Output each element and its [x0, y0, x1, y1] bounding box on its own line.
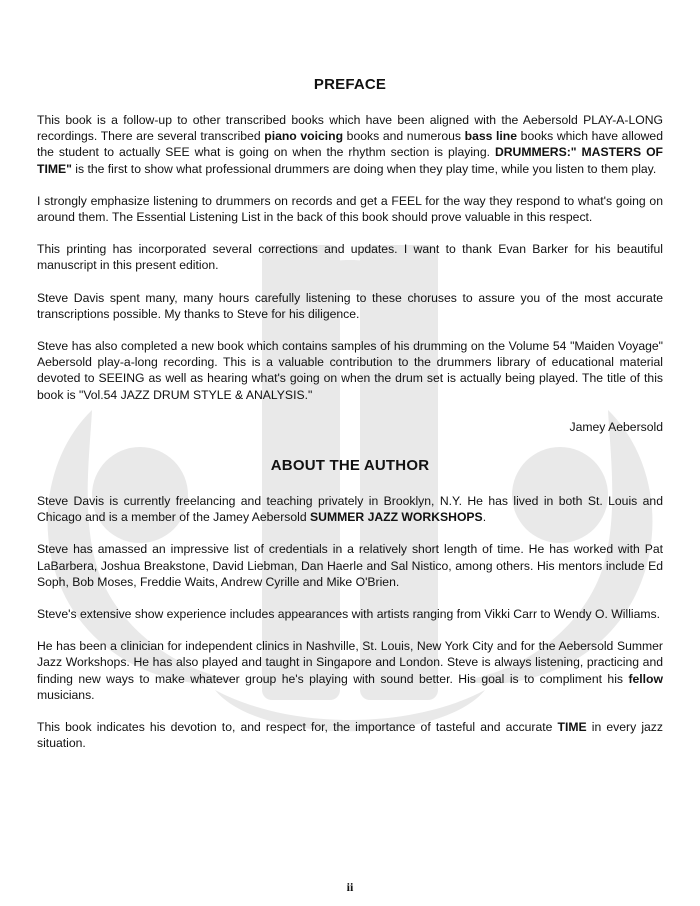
page-number: ii	[346, 880, 354, 894]
about-paragraph-1: Steve Davis is currently freelancing and teaching privately in Brooklyn, N.Y. He has lived in both St. Louis and Chicago and is a member of the Jamey Aebersold SUMMER JAZZ WORKSHOPS.	[37, 494, 663, 525]
page-content	[37, 76, 663, 767]
about-paragraph-4: He has been a clinician for independent clinics in Nashville, St. Louis, New York City and for the Aebersold Summer Jazz Workshops. He has also played and taught in Singapore and London. Steve is always listening, practicing and finding new ways to make whatever group he's playing with sound better. His goal is to compliment his fellow musicians.	[37, 639, 663, 702]
preface-paragraph-4: Steve Davis spent many, many hours carefully listening to these choruses to assure you of the most accurate transcriptions possible. My thanks to Steve for his diligence.	[37, 290, 663, 321]
preface-heading: PREFACE	[313, 76, 387, 93]
preface-signature: Jamey Aebersold	[569, 419, 663, 434]
about-paragraph-5: This book indicates his devotion to, and respect for, the importance of tasteful and accurate TIME in every jazz situation.	[37, 720, 663, 751]
preface-paragraph-3: This printing has incorporated several corrections and updates. I want to thank Evan Barker for his beautiful manuscript in this present edition.	[37, 242, 663, 273]
about-paragraph-3: Steve's extensive show experience includes appearances with artists ranging from Vikki Carr to Wendy O. Williams.	[37, 607, 661, 622]
preface-paragraph-5: Steve has also completed a new book which contains samples of his drumming on the Volume 54 "Maiden Voyage" Aebersold play-a-long recording. This is a valuable contribution to the drummers library of educational material devoted to SEEING as well as hearing what's going on when the drum set is actually being played. The title of this book is "Vol.54 JAZZ DRUM STYLE & ANALYSIS."	[37, 339, 663, 402]
preface-paragraph-1: This book is a follow-up to other transcribed books which have been aligned with the Aebersold PLAY-A-LONG recordings. There are several transcribed piano voicing books and numerous bass line books which have allowed the student to actually SEE what is going on when the rhythm section is playing. DRUMMERS:" MASTERS OF TIME" is the first to show what professional drummers are doing when they play time, while you listen to them play.	[37, 113, 663, 176]
about-author-heading: ABOUT THE AUTHOR	[270, 457, 430, 475]
about-paragraph-2: Steve has amassed an impressive list of credentials in a relatively short length of time. He has worked with Pat LaBarbera, Joshua Breakstone, David Liebman, Dan Haerle and Sal Nistico, among others. His mentors include Ed Soph, Bob Moses, Freddie Waits, Andrew Cyrille and Mike O'Brien.	[37, 542, 663, 589]
preface-paragraph-2: I strongly emphasize listening to drummers on records and get a FEEL for the way they respond to what's going on around them. The Essential Listening List in the back of this book should prove valuable in this respect.	[37, 193, 663, 225]
